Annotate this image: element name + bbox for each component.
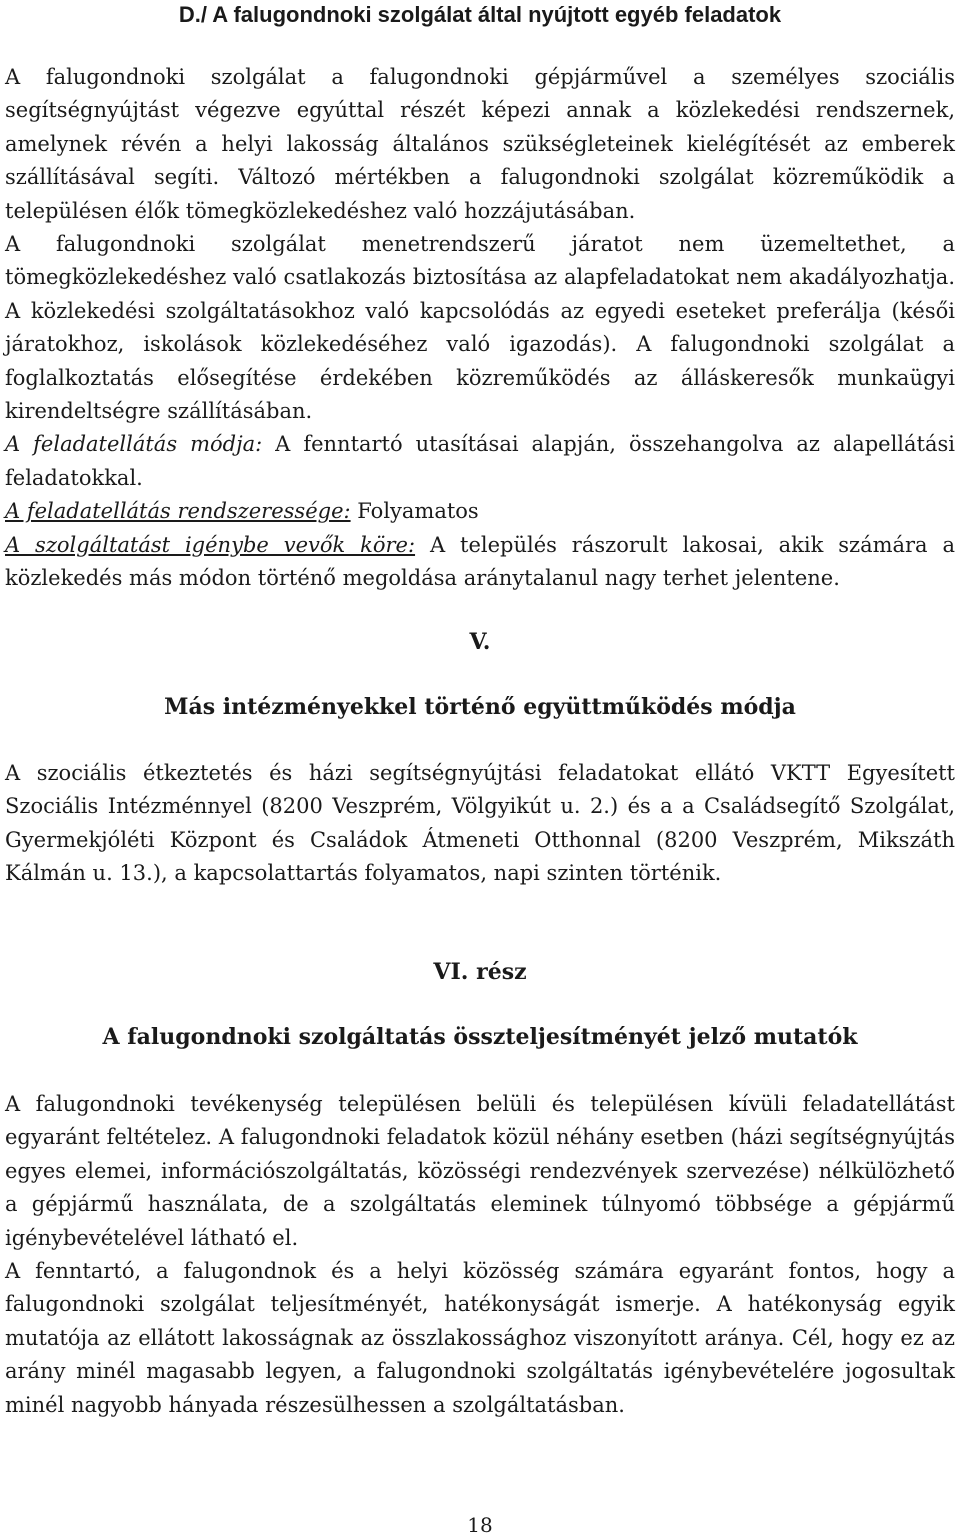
task-regularity-line (5, 495, 955, 528)
section-d-paragraph-1: A falugondnoki szolgálat a falugondnoki gépjárművel a személyes szociális segítségnyújtást végezve egyúttal részét képezi annak a közlekedési rendszernek, amelynek révén a helyi lakosság általános szükségleteinek kielégítését az emberek szállításával segíti. Változó mértékben a falugondnoki szolgálat közreműködik a településen élők tömegközlekedéshez való hozzájutásában. (5, 65, 955, 223)
section-v-body (5, 757, 955, 891)
task-mode-line (5, 428, 955, 495)
task-mode-text: A fenntartó utasításai alapján, összehangolva az alapellátási feladatokkal. (5, 432, 955, 490)
section-d-heading: D./ A falugondnoki szolgálat által nyújtott egyéb feladatok (178, 2, 782, 27)
section-vi-title: A falugondnoki szolgáltatás összteljesítményét jelző mutatók (102, 1024, 858, 1050)
service-users-text: A település rászorult lakosai, akik számára a közlekedés más módon történő megoldása aránytalanul nagy terhet jelentene. (5, 532, 955, 591)
section-vi-paragraph-1: A falugondnoki tevékenység településen belüli és településen kívüli feladatellátást egyaránt feltételez. A falugondnoki feladatok közül néhány esetben (házi segítségnyújtás egyes elemei, információszolgáltatás, közösségi rendezvények szervezése) nélkülözhető a gépjármű használata, de a szolgáltatás eleminek túlnyomó többsége a gépjármű igénybevételével látható el. (5, 1092, 955, 1250)
section-v-title: Más intézményekkel történő együttműködés módja (164, 694, 796, 720)
section-v-paragraph: A szociális étkeztetés és házi segítségnyújtási feladatokat ellátó VKTT Egyesített Szociális Intézménnyel (8200 Veszprém, Völgyikút u. 2.) és a a Családsegítő Szolgálat, Gyermekjóléti Központ és Családok Átmeneti Otthonnal (8200 Veszprém, Mikszáth Kálmán u. 13.), a kapcsolattartás folyamatos, napi szinten történik. (5, 761, 955, 886)
section-d-body (5, 61, 955, 596)
service-users-line (5, 529, 955, 596)
task-regularity-text: Folyamatos (350, 499, 479, 524)
task-regularity-label: A feladatellátás rendszeressége: (5, 499, 351, 524)
section-v-numeral: V. (469, 629, 491, 655)
task-mode-label: A feladatellátás módja: (5, 432, 263, 457)
section-d-paragraph-2: A falugondnoki szolgálat menetrendszerű járatot nem üzemeltethet, a tömegközlekedéshez való csatlakozás biztosítása az alapfeladatokat nem akadályozhatja. A közlekedési szolgáltatásokhoz való kapcsolódás az egyedi eseteket preferálja (késői járatokhoz, iskolások közlekedéséhez való igazodás). A falugondnoki szolgálat a foglalkoztatás elősegítése érdekében közreműködés az álláskeresők munkaügyi kirendeltségre szállításában. (5, 232, 955, 424)
section-vi-numeral: VI. rész (433, 959, 527, 985)
page-number: 18 (467, 1513, 493, 1537)
section-vi-paragraph-2: A fenntartó, a falugondnok és a helyi közösség számára egyaránt fontos, hogy a falugondnoki szolgálat teljesítményét, hatékonyságát ismerje. A hatékonyság egyik mutatója az ellátott lakosságnak az összlakossághoz viszonyított aránya. Cél, hogy ez az arány minél magasabb legyen, a falugondnoki szolgáltatás igénybevételére jogosultak minél nagyobb hányada részesülhessen a szolgáltatásban. (5, 1259, 955, 1417)
service-users-label: A szolgáltatást igénybe vevők köre: (5, 532, 416, 557)
section-vi-body (5, 1088, 955, 1422)
